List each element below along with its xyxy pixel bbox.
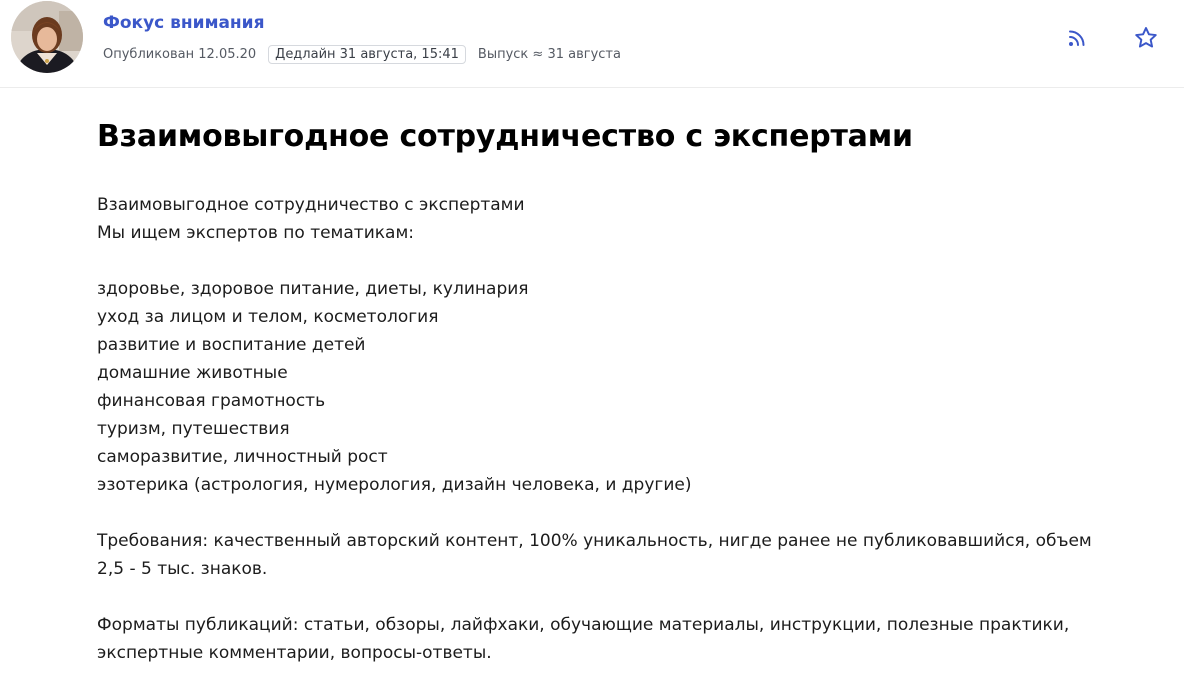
star-icon: [1133, 25, 1159, 51]
favorite-button[interactable]: [1130, 22, 1162, 54]
topic-item: развитие и воспитание детей: [97, 335, 366, 355]
channel-avatar[interactable]: [11, 1, 83, 73]
intro-line: Взаимовыгодное сотрудничество с экспертами: [97, 195, 525, 215]
rss-button[interactable]: [1061, 22, 1093, 54]
topic-item: здоровье, здоровое питание, диеты, кулинария: [97, 279, 529, 299]
publication-meta: [103, 43, 621, 65]
channel-header: [0, 0, 1184, 88]
published-date: Опубликован 12.05.20: [103, 46, 257, 62]
topic-item: туризм, путешествия: [97, 419, 290, 439]
topic-item: домашние животные: [97, 363, 288, 383]
article-body: [97, 191, 1097, 667]
intro-line: Мы ищем экспертов по тематикам:: [97, 223, 414, 243]
article-content: [97, 88, 1097, 667]
topic-item: финансовая грамотность: [97, 391, 326, 411]
topic-item: эзотерика (астрология, нумерология, дизайн человека, и другие): [97, 475, 692, 495]
deadline-badge: Дедлайн 31 августа, 15:41: [268, 45, 466, 64]
formats-paragraph: Форматы публикаций: статьи, обзоры, лайфхаки, обучающие материалы, инструкции, полезные практики, экспертные комментарии, вопросы-ответы.: [97, 615, 1070, 663]
channel-name-link[interactable]: Фокус внимания: [103, 13, 265, 33]
topic-item: уход за лицом и телом, косметология: [97, 307, 439, 327]
blank-line: [97, 583, 1097, 611]
article-title: Взаимовыгодное сотрудничество с экспертами: [97, 119, 913, 154]
requirements-paragraph: Требования: качественный авторский контент, 100% уникальность, нигде ранее не публиковавшийся, объем 2,5 - 5 тыс. знаков.: [97, 531, 1092, 579]
blank-line: [97, 499, 1097, 527]
rss-icon: [1067, 28, 1087, 48]
release-estimate: Выпуск ≈ 31 августа: [477, 46, 621, 62]
topic-item: саморазвитие, личностный рост: [97, 447, 388, 467]
blank-line: [97, 247, 1097, 275]
